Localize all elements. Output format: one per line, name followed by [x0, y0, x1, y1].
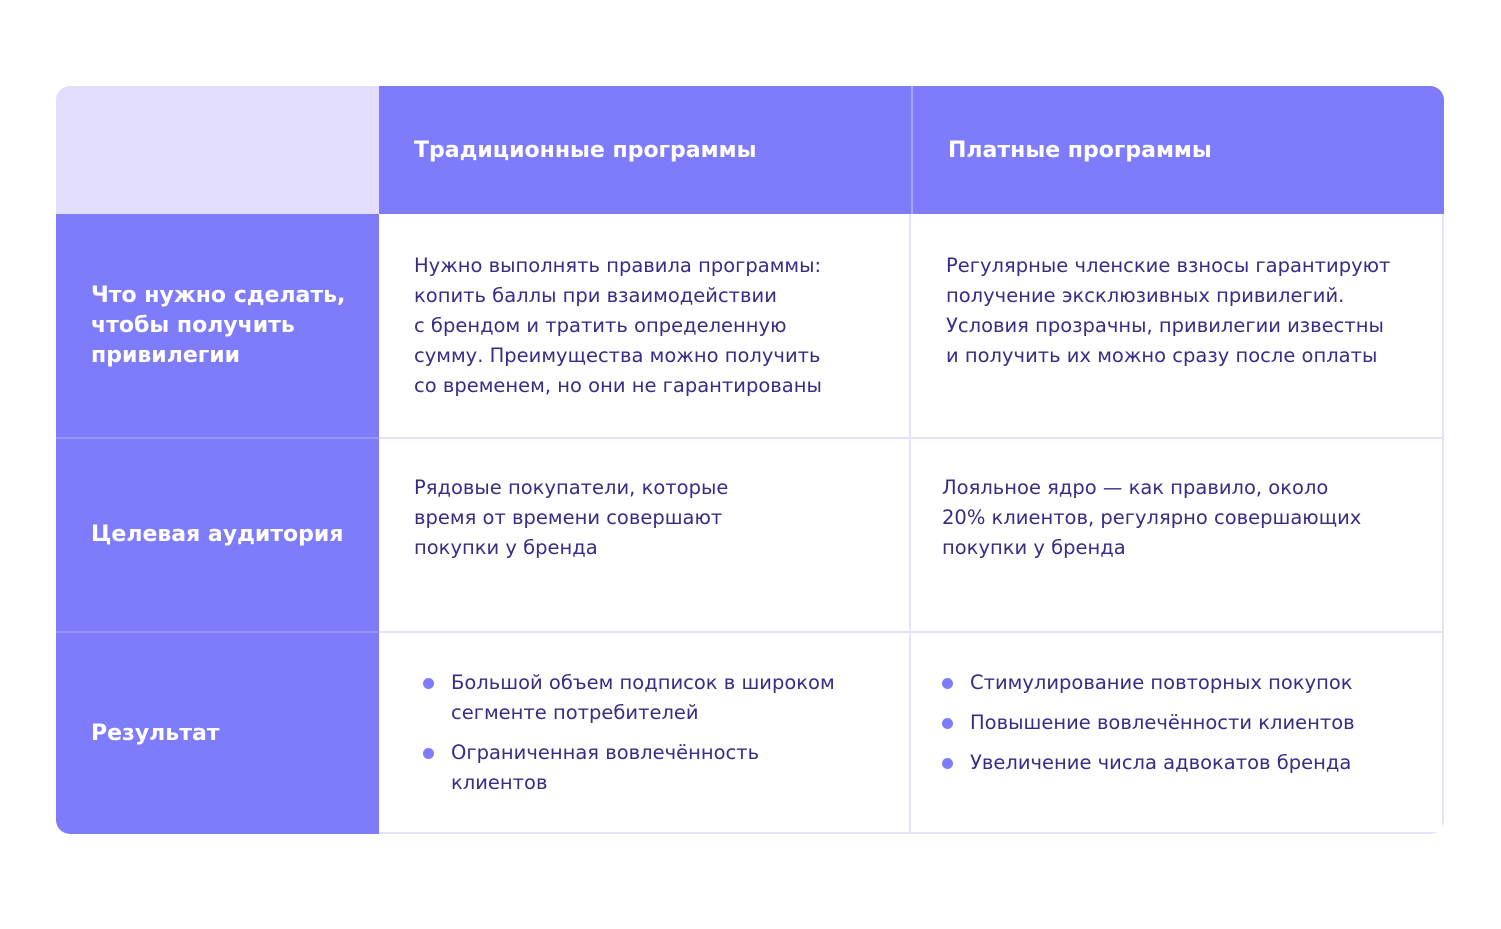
list-item-text: Увеличение числа адвокатов бренда	[970, 751, 1352, 774]
cell-text: Регулярные членские взносы гарантируют получение эксклюзивных привилегий. Условия прозрачны, привилегии известны и получить их можно сразу после оплаты	[946, 254, 1391, 367]
cell-text: Лояльное ядро — как правило, около 20% клиентов, регулярно совершающих покупки у бренда	[942, 476, 1362, 559]
bullet-dot-icon	[423, 748, 434, 759]
table-cell	[379, 437, 911, 631]
table-cell	[911, 214, 1444, 437]
list-item-text: Большой объем подписок в широком сегменте потребителей	[451, 671, 835, 724]
row-header-requirements	[56, 214, 379, 437]
table-cell	[379, 631, 911, 834]
bullet-list	[414, 668, 889, 798]
list-item	[414, 668, 889, 728]
table-cell	[911, 631, 1444, 834]
row-header-label: Результат	[91, 720, 220, 746]
row-header-result	[56, 631, 379, 834]
cell-text: Рядовые покупатели, которые время от времени совершают покупки у бренда	[414, 476, 729, 559]
table-cell	[911, 437, 1444, 631]
bullet-dot-icon	[942, 718, 953, 729]
bullet-dot-icon	[423, 678, 434, 689]
row-header-audience	[56, 437, 379, 631]
list-item	[933, 668, 1426, 698]
cell-text: Нужно выполнять правила программы: копить баллы при взаимодействии с брендом и тратить определенную сумму. Преимущества можно получить со временем, но они не гарантированы	[414, 254, 822, 397]
list-item-text: Повышение вовлечённости клиентов	[970, 711, 1355, 734]
column-header-paid: Платные программы	[911, 86, 1444, 214]
list-item	[933, 748, 1426, 778]
table-corner-cell	[56, 86, 379, 214]
row-header-label: Целевая аудитория	[91, 522, 344, 547]
comparison-table	[56, 86, 1444, 834]
bullet-dot-icon	[942, 758, 953, 769]
row-header-label: Что нужно сделать, чтобы получить привилегии	[91, 282, 346, 368]
list-item	[933, 708, 1426, 738]
list-item-text: Стимулирование повторных покупок	[970, 671, 1353, 694]
list-item	[414, 738, 889, 798]
table-cell	[379, 214, 911, 437]
bullet-list	[933, 668, 1426, 778]
column-header-traditional: Традиционные программы	[379, 86, 911, 214]
list-item-text: Ограниченная вовлечённость клиентов	[451, 741, 760, 794]
bullet-dot-icon	[942, 678, 953, 689]
